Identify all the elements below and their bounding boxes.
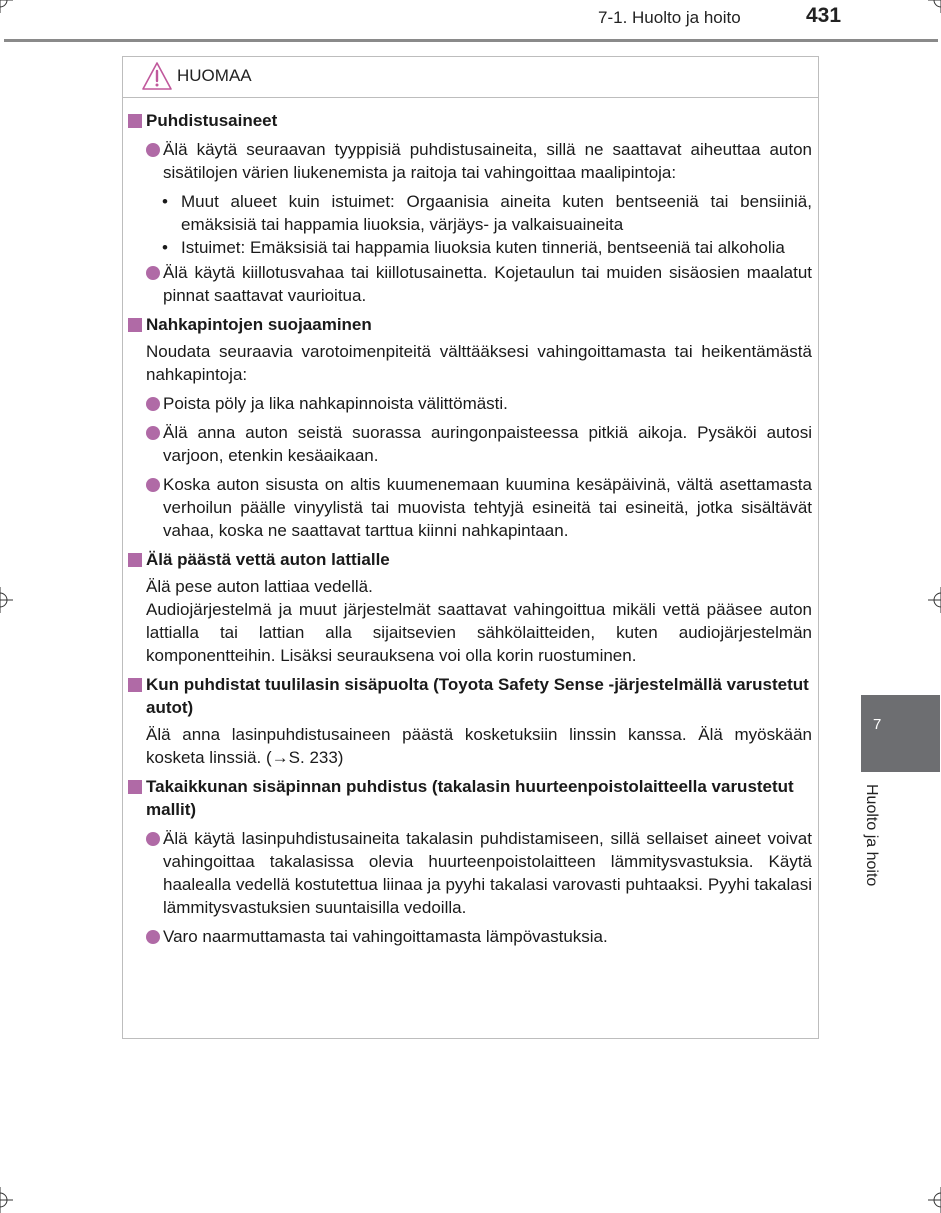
list-item-text: Älä anna auton seistä suorassa auringonpaisteessa pitkiä aikoja. Pysäköi autosi varjoon, etenkin kesäaikaan. — [163, 423, 812, 465]
dot-bullet-icon: • — [162, 192, 168, 211]
list-item — [128, 138, 812, 184]
registration-mark-bottom-left — [0, 1187, 13, 1213]
sub-list-item-text: Istuimet: Emäksisiä tai happamia liuoksia kuten tinneriä, bentseeniä tai alkoholia — [181, 238, 785, 257]
circle-bullet-icon — [146, 266, 160, 280]
section-heading-text: Kun puhdistat tuulilasin sisäpuolta (Toyota Safety Sense -järjestelmällä varustetut autot) — [146, 675, 809, 717]
section-heading-text: Takaikkunan sisäpinnan puhdistus (takalasin huurteenpoistolaitteella varustetut mallit) — [146, 777, 794, 819]
registration-mark-mid-left — [0, 587, 13, 613]
sub-list — [128, 190, 812, 259]
section-heading — [128, 673, 812, 719]
list-item-text: Koska auton sisusta on altis kuumenemaan kuumina kesäpäivinä, vältä asettamasta verhoilun päälle vinyylistä tai muovista tehtyjä esineitä tai esineitä, jotka sisältävät vahaa, koska ne saattavat tarttua kiinni nahkapintaan. — [163, 475, 812, 540]
warning-triangle-icon — [141, 61, 173, 91]
section-heading — [128, 775, 812, 821]
paragraph: Audiojärjestelmä ja muut järjestelmät saattavat vahingoittua mikäli vettä pääsee auton lattialla tai lattian alla sijaitsevien sähkölaitteiden, kuten audiojärjestelmän komponentteihin. Lisäksi seurauksena voi olla korin ruostuminen. — [146, 600, 812, 665]
dot-bullet-icon: • — [162, 238, 168, 257]
notice-content — [128, 109, 812, 948]
header-rule — [4, 39, 938, 42]
sub-list-item — [128, 190, 812, 236]
square-bullet-icon — [128, 678, 142, 692]
section-heading — [128, 313, 812, 336]
registration-mark-top-left — [0, 0, 13, 13]
circle-bullet-icon — [146, 832, 160, 846]
sub-list-item — [128, 236, 812, 259]
list-item-text: Älä käytä kiillotusvahaa tai kiillotusainetta. Kojetaulun tai muiden sisäosien maalatut pinnat saattavat vaurioitua. — [163, 263, 812, 305]
section-heading-text: Älä päästä vettä auton lattialle — [146, 550, 390, 569]
list-item-text: Älä käytä lasinpuhdistusaineita takalasin puhdistamiseen, sillä sellaiset aineet voivat vahingoittaa takalasissa olevia huurteenpoistolaitteen lämmitysvastuksia. Käytä haalealla vedellä kostutettua liinaa ja pyyhi takalasi varovasti puhtaaksi. Pyyhi takalasi lämmitysvastuksien suuntaisilla vedoilla. — [163, 829, 812, 917]
circle-bullet-icon — [146, 143, 160, 157]
chapter-tab-label: Huolto ja hoito — [863, 784, 880, 887]
paragraph: Noudata seuraavia varotoimenpiteitä välttääksesi vahingoittamasta tai heikentämästä nahkapintoja: — [146, 342, 812, 384]
registration-mark-mid-right — [928, 587, 941, 613]
circle-bullet-icon — [146, 478, 160, 492]
section-heading-text: Nahkapintojen suojaaminen — [146, 315, 372, 334]
notice-title: HUOMAA — [177, 66, 252, 85]
section-heading — [128, 548, 812, 571]
square-bullet-icon — [128, 114, 142, 128]
chapter-tab — [861, 695, 940, 772]
paragraph: Älä pese auton lattiaa vedellä. — [146, 577, 373, 596]
registration-mark-bottom-right — [928, 1187, 941, 1213]
list-item-text: Älä käytä seuraavan tyyppisiä puhdistusaineita, sillä ne saattavat aiheuttaa auton sisätilojen värien liukenemista ja raitoja tai vahingoittaa maalipintoja: — [163, 140, 812, 182]
circle-bullet-icon — [146, 930, 160, 944]
square-bullet-icon — [128, 318, 142, 332]
circle-bullet-icon — [146, 426, 160, 440]
page-number: 431 — [806, 4, 842, 27]
list-item — [128, 421, 812, 467]
sub-list-item-text: Muut alueet kuin istuimet: Orgaanisia aineita kuten bentseeniä tai bensiiniä, emäksisiä tai happamia liuoksia, värjäys- ja valkaisuaineita — [181, 192, 812, 234]
section-heading — [128, 109, 812, 132]
circle-bullet-icon — [146, 397, 160, 411]
square-bullet-icon — [128, 553, 142, 567]
list-item — [128, 261, 812, 307]
section-title: 7-1. Huolto ja hoito — [598, 8, 741, 27]
list-item-text: Varo naarmuttamasta tai vahingoittamasta lämpövastuksia. — [163, 927, 608, 946]
chapter-tab-number: 7 — [873, 716, 882, 733]
registration-mark-top-right — [928, 0, 941, 13]
list-item — [128, 925, 812, 948]
square-bullet-icon — [128, 780, 142, 794]
notice-header — [123, 57, 818, 98]
paragraph: Älä anna lasinpuhdistusaineen päästä kosketuksiin linssin kanssa. Älä myöskään kosketa linssiä. (→S. 233) — [146, 725, 812, 767]
list-item-text: Poista pöly ja lika nahkapinnoista välittömästi. — [163, 394, 508, 413]
section-heading-text: Puhdistusaineet — [146, 111, 278, 130]
list-item — [128, 827, 812, 919]
list-item — [128, 392, 812, 415]
list-item — [128, 473, 812, 542]
